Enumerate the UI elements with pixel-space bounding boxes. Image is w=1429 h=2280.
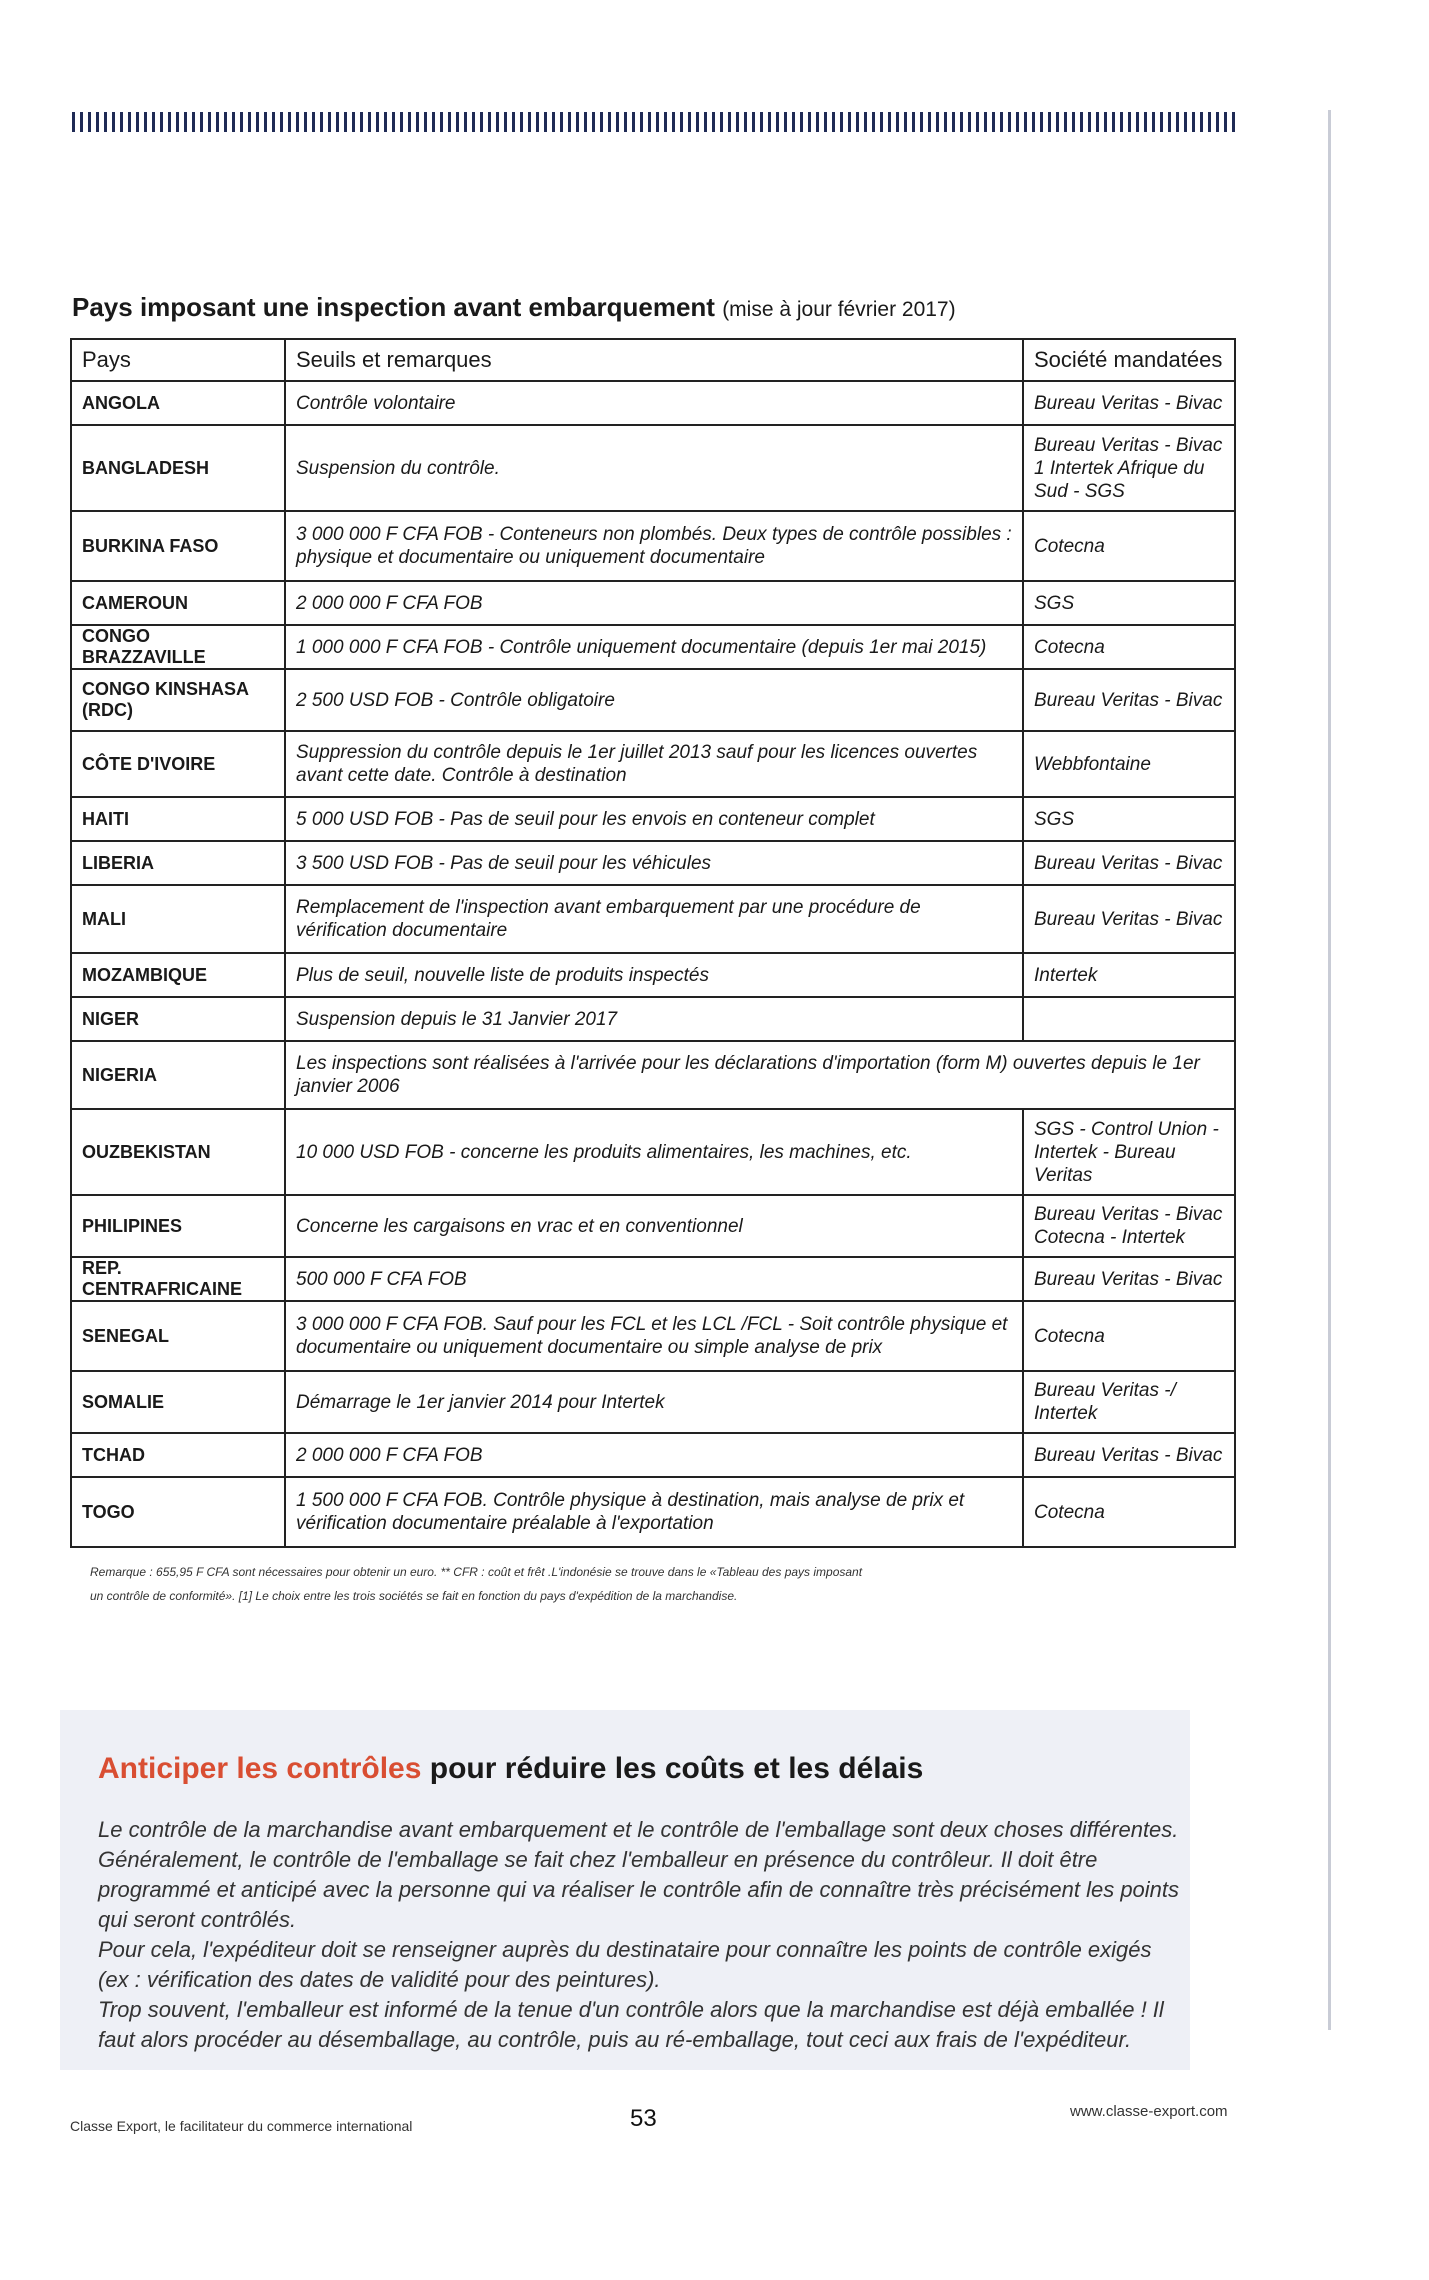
company-cell: Bureau Veritas - Bivac — [1023, 885, 1235, 953]
info-box-title-accent: Anticiper les contrôles — [98, 1752, 422, 1785]
table-row — [71, 1041, 1235, 1109]
country-cell: OUZBEKISTAN — [71, 1109, 285, 1195]
company-cell — [1023, 997, 1235, 1041]
country-cell: TOGO — [71, 1477, 285, 1547]
table-title — [72, 292, 1252, 323]
table-row — [71, 1301, 1235, 1371]
info-paragraph: Trop souvent, l'emballeur est informé de la tenue d'un contrôle alors que la marchandise est déjà emballée ! Il faut alors procéder au désemballage, au contrôle, puis au ré-emballage, tout ceci aux frais de l'expéditeur. — [98, 1997, 1164, 2052]
remark-cell: Suspension depuis le 31 Janvier 2017 — [285, 997, 1023, 1041]
table-row — [71, 625, 1235, 669]
company-cell: SGS — [1023, 797, 1235, 841]
table-title-main: Pays imposant une inspection avant embarquement — [72, 292, 715, 322]
remark-cell: 1 500 000 F CFA FOB. Contrôle physique à destination, mais analyse de prix et vérification documentaire préalable à l'exportation — [285, 1477, 1023, 1547]
company-cell: Intertek — [1023, 953, 1235, 997]
table-row — [71, 1195, 1235, 1257]
table-row — [71, 797, 1235, 841]
remark-cell: Suppression du contrôle depuis le 1er juillet 2013 sauf pour les licences ouvertes avant cette date. Contrôle à destination — [285, 731, 1023, 797]
company-cell: Bureau Veritas - Bivac Cotecna - Intertek — [1023, 1195, 1235, 1257]
table-row — [71, 1371, 1235, 1433]
remark-cell: Concerne les cargaisons en vrac et en conventionnel — [285, 1195, 1023, 1257]
footnote-line: un contrôle de conformité». [1] Le choix entre les trois sociétés se fait en fonction du pays d'expédition de la marchandise. — [90, 1589, 738, 1603]
country-cell: TCHAD — [71, 1433, 285, 1477]
country-cell: BANGLADESH — [71, 425, 285, 511]
table-row — [71, 731, 1235, 797]
remark-cell: 5 000 USD FOB - Pas de seuil pour les envois en conteneur complet — [285, 797, 1023, 841]
country-cell: BURKINA FASO — [71, 511, 285, 581]
country-cell: CÔTE D'IVOIRE — [71, 731, 285, 797]
table-row — [71, 841, 1235, 885]
table-row — [71, 885, 1235, 953]
info-box-title — [98, 1752, 923, 1786]
info-paragraph: Le contrôle de la marchandise avant embarquement et le contrôle de l'emballage sont deux choses différentes. Généralement, le contrôle de l'emballage se fait chez l'emballeur en présence du contrôleur. Il doit être programmé et anticipé avec la personne qui va réaliser le contrôle afin de connaître très précisément les points qui seront contrôlés. — [98, 1817, 1180, 1932]
remark-cell: Plus de seuil, nouvelle liste de produits inspectés — [285, 953, 1023, 997]
inspection-table — [70, 338, 1236, 1548]
company-cell: SGS — [1023, 581, 1235, 625]
table-title-update: (mise à jour février 2017) — [722, 298, 956, 321]
footer-publication: Classe Export, le facilitateur du commerce international — [70, 2118, 413, 2134]
country-cell: SENEGAL — [71, 1301, 285, 1371]
country-cell: NIGERIA — [71, 1041, 285, 1109]
country-cell: CONGO KINSHASA (RDC) — [71, 669, 285, 731]
table-row — [71, 1257, 1235, 1301]
company-cell: Bureau Veritas - Bivac — [1023, 381, 1235, 425]
company-cell: Cotecna — [1023, 511, 1235, 581]
table-row — [71, 1477, 1235, 1547]
country-cell: SOMALIE — [71, 1371, 285, 1433]
page-number: 53 — [630, 2105, 657, 2132]
info-paragraph: Pour cela, l'expéditeur doit se renseigner auprès du destinataire pour connaître les points de contrôle exigés (ex : vérification des dates de validité pour des peintures). — [98, 1937, 1152, 1992]
info-box-title-rest: pour réduire les coûts et les délais — [429, 1752, 924, 1785]
header-country: Pays — [71, 339, 285, 381]
company-cell: Bureau Veritas -/ Intertek — [1023, 1371, 1235, 1433]
info-box-body — [98, 1815, 1183, 2055]
table-row — [71, 511, 1235, 581]
table-row — [71, 425, 1235, 511]
remark-cell: Les inspections sont réalisées à l'arrivée pour les déclarations d'importation (form M) ouvertes depuis le 1er janvier 2006 — [285, 1041, 1235, 1109]
country-cell: NIGER — [71, 997, 285, 1041]
table-row — [71, 669, 1235, 731]
country-cell: MOZAMBIQUE — [71, 953, 285, 997]
company-cell: Cotecna — [1023, 1301, 1235, 1371]
remark-cell: Remplacement de l'inspection avant embarquement par une procédure de vérification documentaire — [285, 885, 1023, 953]
company-cell: SGS - Control Union - Intertek - Bureau Veritas — [1023, 1109, 1235, 1195]
country-cell: CAMEROUN — [71, 581, 285, 625]
table-row — [71, 953, 1235, 997]
table-row — [71, 997, 1235, 1041]
company-cell: Bureau Veritas - Bivac — [1023, 841, 1235, 885]
header-company: Société mandatées — [1023, 339, 1235, 381]
barcode-strip — [72, 112, 1240, 132]
company-cell: Bureau Veritas - Bivac 1 Intertek Afrique du Sud - SGS — [1023, 425, 1235, 511]
company-cell: Cotecna — [1023, 625, 1235, 669]
country-cell: PHILIPINES — [71, 1195, 285, 1257]
remark-cell: Contrôle volontaire — [285, 381, 1023, 425]
country-cell: HAITI — [71, 797, 285, 841]
remark-cell: 3 000 000 F CFA FOB - Conteneurs non plombés. Deux types de contrôle possibles : physique et documentaire ou uniquement documentaire — [285, 511, 1023, 581]
remark-cell: 3 500 USD FOB - Pas de seuil pour les véhicules — [285, 841, 1023, 885]
country-cell: CONGO BRAZZAVILLE — [71, 625, 285, 669]
company-cell: Webbfontaine — [1023, 731, 1235, 797]
company-cell: Bureau Veritas - Bivac — [1023, 1433, 1235, 1477]
country-cell: MALI — [71, 885, 285, 953]
footer-website-link[interactable]: www.classe-export.com — [1070, 2103, 1228, 2120]
table-row — [71, 1433, 1235, 1477]
page-edge-line — [1328, 110, 1331, 2030]
table-row — [71, 581, 1235, 625]
remark-cell: Suspension du contrôle. — [285, 425, 1023, 511]
remark-cell: 500 000 F CFA FOB — [285, 1257, 1023, 1301]
company-cell: Bureau Veritas - Bivac — [1023, 669, 1235, 731]
country-cell: REP. CENTRAFRICAINE — [71, 1257, 285, 1301]
table-footnote — [90, 1560, 1090, 1608]
remark-cell: 2 000 000 F CFA FOB — [285, 1433, 1023, 1477]
remark-cell: 2 500 USD FOB - Contrôle obligatoire — [285, 669, 1023, 731]
country-cell: ANGOLA — [71, 381, 285, 425]
company-cell: Bureau Veritas - Bivac — [1023, 1257, 1235, 1301]
remark-cell: 1 000 000 F CFA FOB - Contrôle uniquement documentaire (depuis 1er mai 2015) — [285, 625, 1023, 669]
table-header-row — [71, 339, 1235, 381]
header-remarks: Seuils et remarques — [285, 339, 1023, 381]
remark-cell: 3 000 000 F CFA FOB. Sauf pour les FCL et les LCL /FCL - Soit contrôle physique et documentaire ou uniquement documentaire ou simple analyse de prix — [285, 1301, 1023, 1371]
remark-cell: 2 000 000 F CFA FOB — [285, 581, 1023, 625]
remark-cell: 10 000 USD FOB - concerne les produits alimentaires, les machines, etc. — [285, 1109, 1023, 1195]
company-cell: Cotecna — [1023, 1477, 1235, 1547]
table-row — [71, 381, 1235, 425]
country-cell: LIBERIA — [71, 841, 285, 885]
footnote-line: Remarque : 655,95 F CFA sont nécessaires pour obtenir un euro. ** CFR : coût et frêt .L'indonésie se trouve dans le «Tableau des pays imposant — [90, 1565, 863, 1579]
remark-cell: Démarrage le 1er janvier 2014 pour Intertek — [285, 1371, 1023, 1433]
table-row — [71, 1109, 1235, 1195]
